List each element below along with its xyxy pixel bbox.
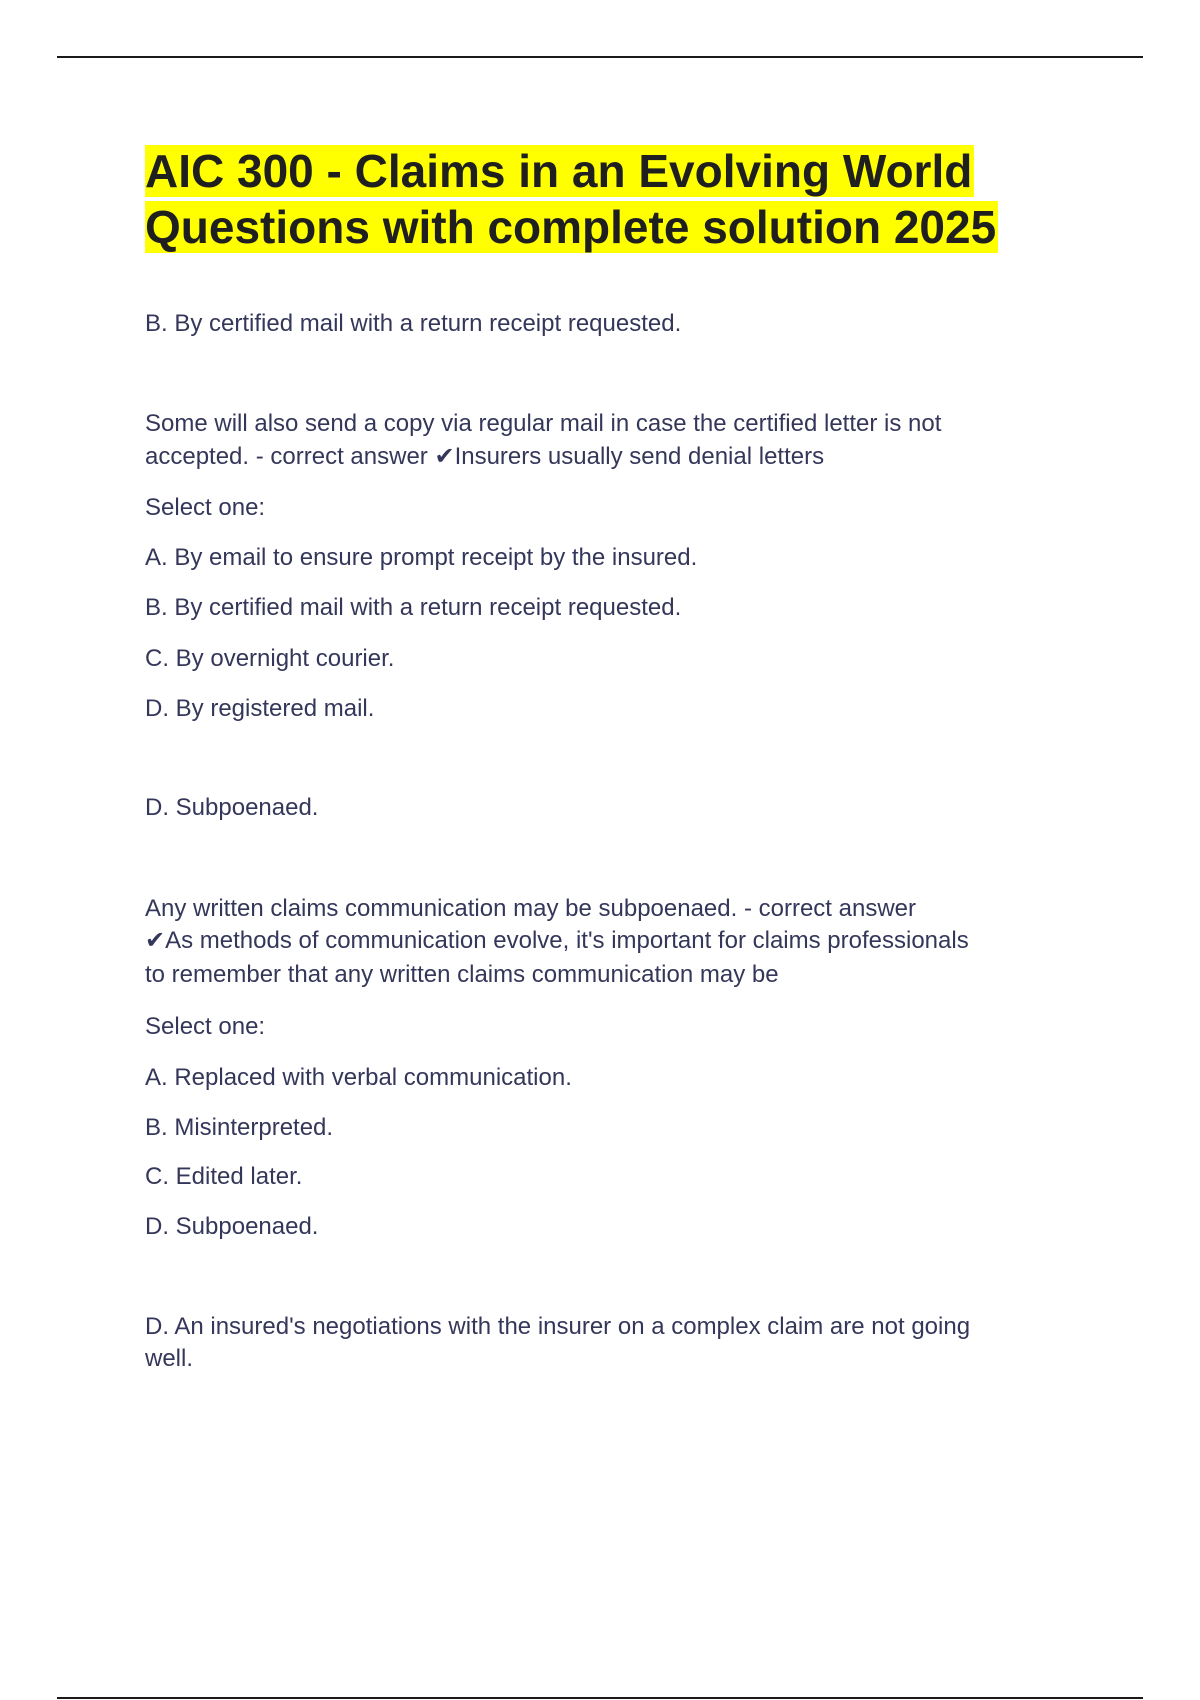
answer-paragraph: B. By certified mail with a return receipt requested. <box>145 310 682 337</box>
option-d: D. Subpoenaed. <box>145 1213 319 1240</box>
explanation-line: Some will also send a copy via regular mail in case the certified letter is not <box>145 410 942 437</box>
title-line-2: Questions with complete solution 2025 <box>145 201 997 253</box>
footer-rule <box>57 1697 1143 1699</box>
title-line-1: AIC 300 - Claims in an Evolving World <box>145 145 973 197</box>
explanation-line: ✔As methods of communication evolve, it's important for claims professionals <box>145 927 969 954</box>
option-d: D. By registered mail. <box>145 695 375 722</box>
explanation-line: to remember that any written claims communication may be <box>145 961 779 988</box>
explanation-line: accepted. - correct answer ✔Insurers usually send denial letters <box>145 443 825 470</box>
option-c: C. Edited later. <box>145 1163 303 1190</box>
document-title <box>145 143 1085 255</box>
header-rule <box>57 56 1143 58</box>
answer-paragraph-line: well. <box>145 1345 194 1372</box>
option-c: C. By overnight courier. <box>145 645 395 672</box>
answer-paragraph-line: D. An insured's negotiations with the insurer on a complex claim are not going <box>145 1313 971 1340</box>
select-one-label: Select one: <box>145 1013 266 1040</box>
option-a: A. Replaced with verbal communication. <box>145 1064 572 1091</box>
option-b: B. By certified mail with a return receipt requested. <box>145 594 682 621</box>
option-a: A. By email to ensure prompt receipt by the insured. <box>145 544 698 571</box>
answer-paragraph: D. Subpoenaed. <box>145 794 319 821</box>
explanation-line: Any written claims communication may be subpoenaed. - correct answer <box>145 895 916 922</box>
option-b: B. Misinterpreted. <box>145 1114 334 1141</box>
select-one-label: Select one: <box>145 494 266 521</box>
